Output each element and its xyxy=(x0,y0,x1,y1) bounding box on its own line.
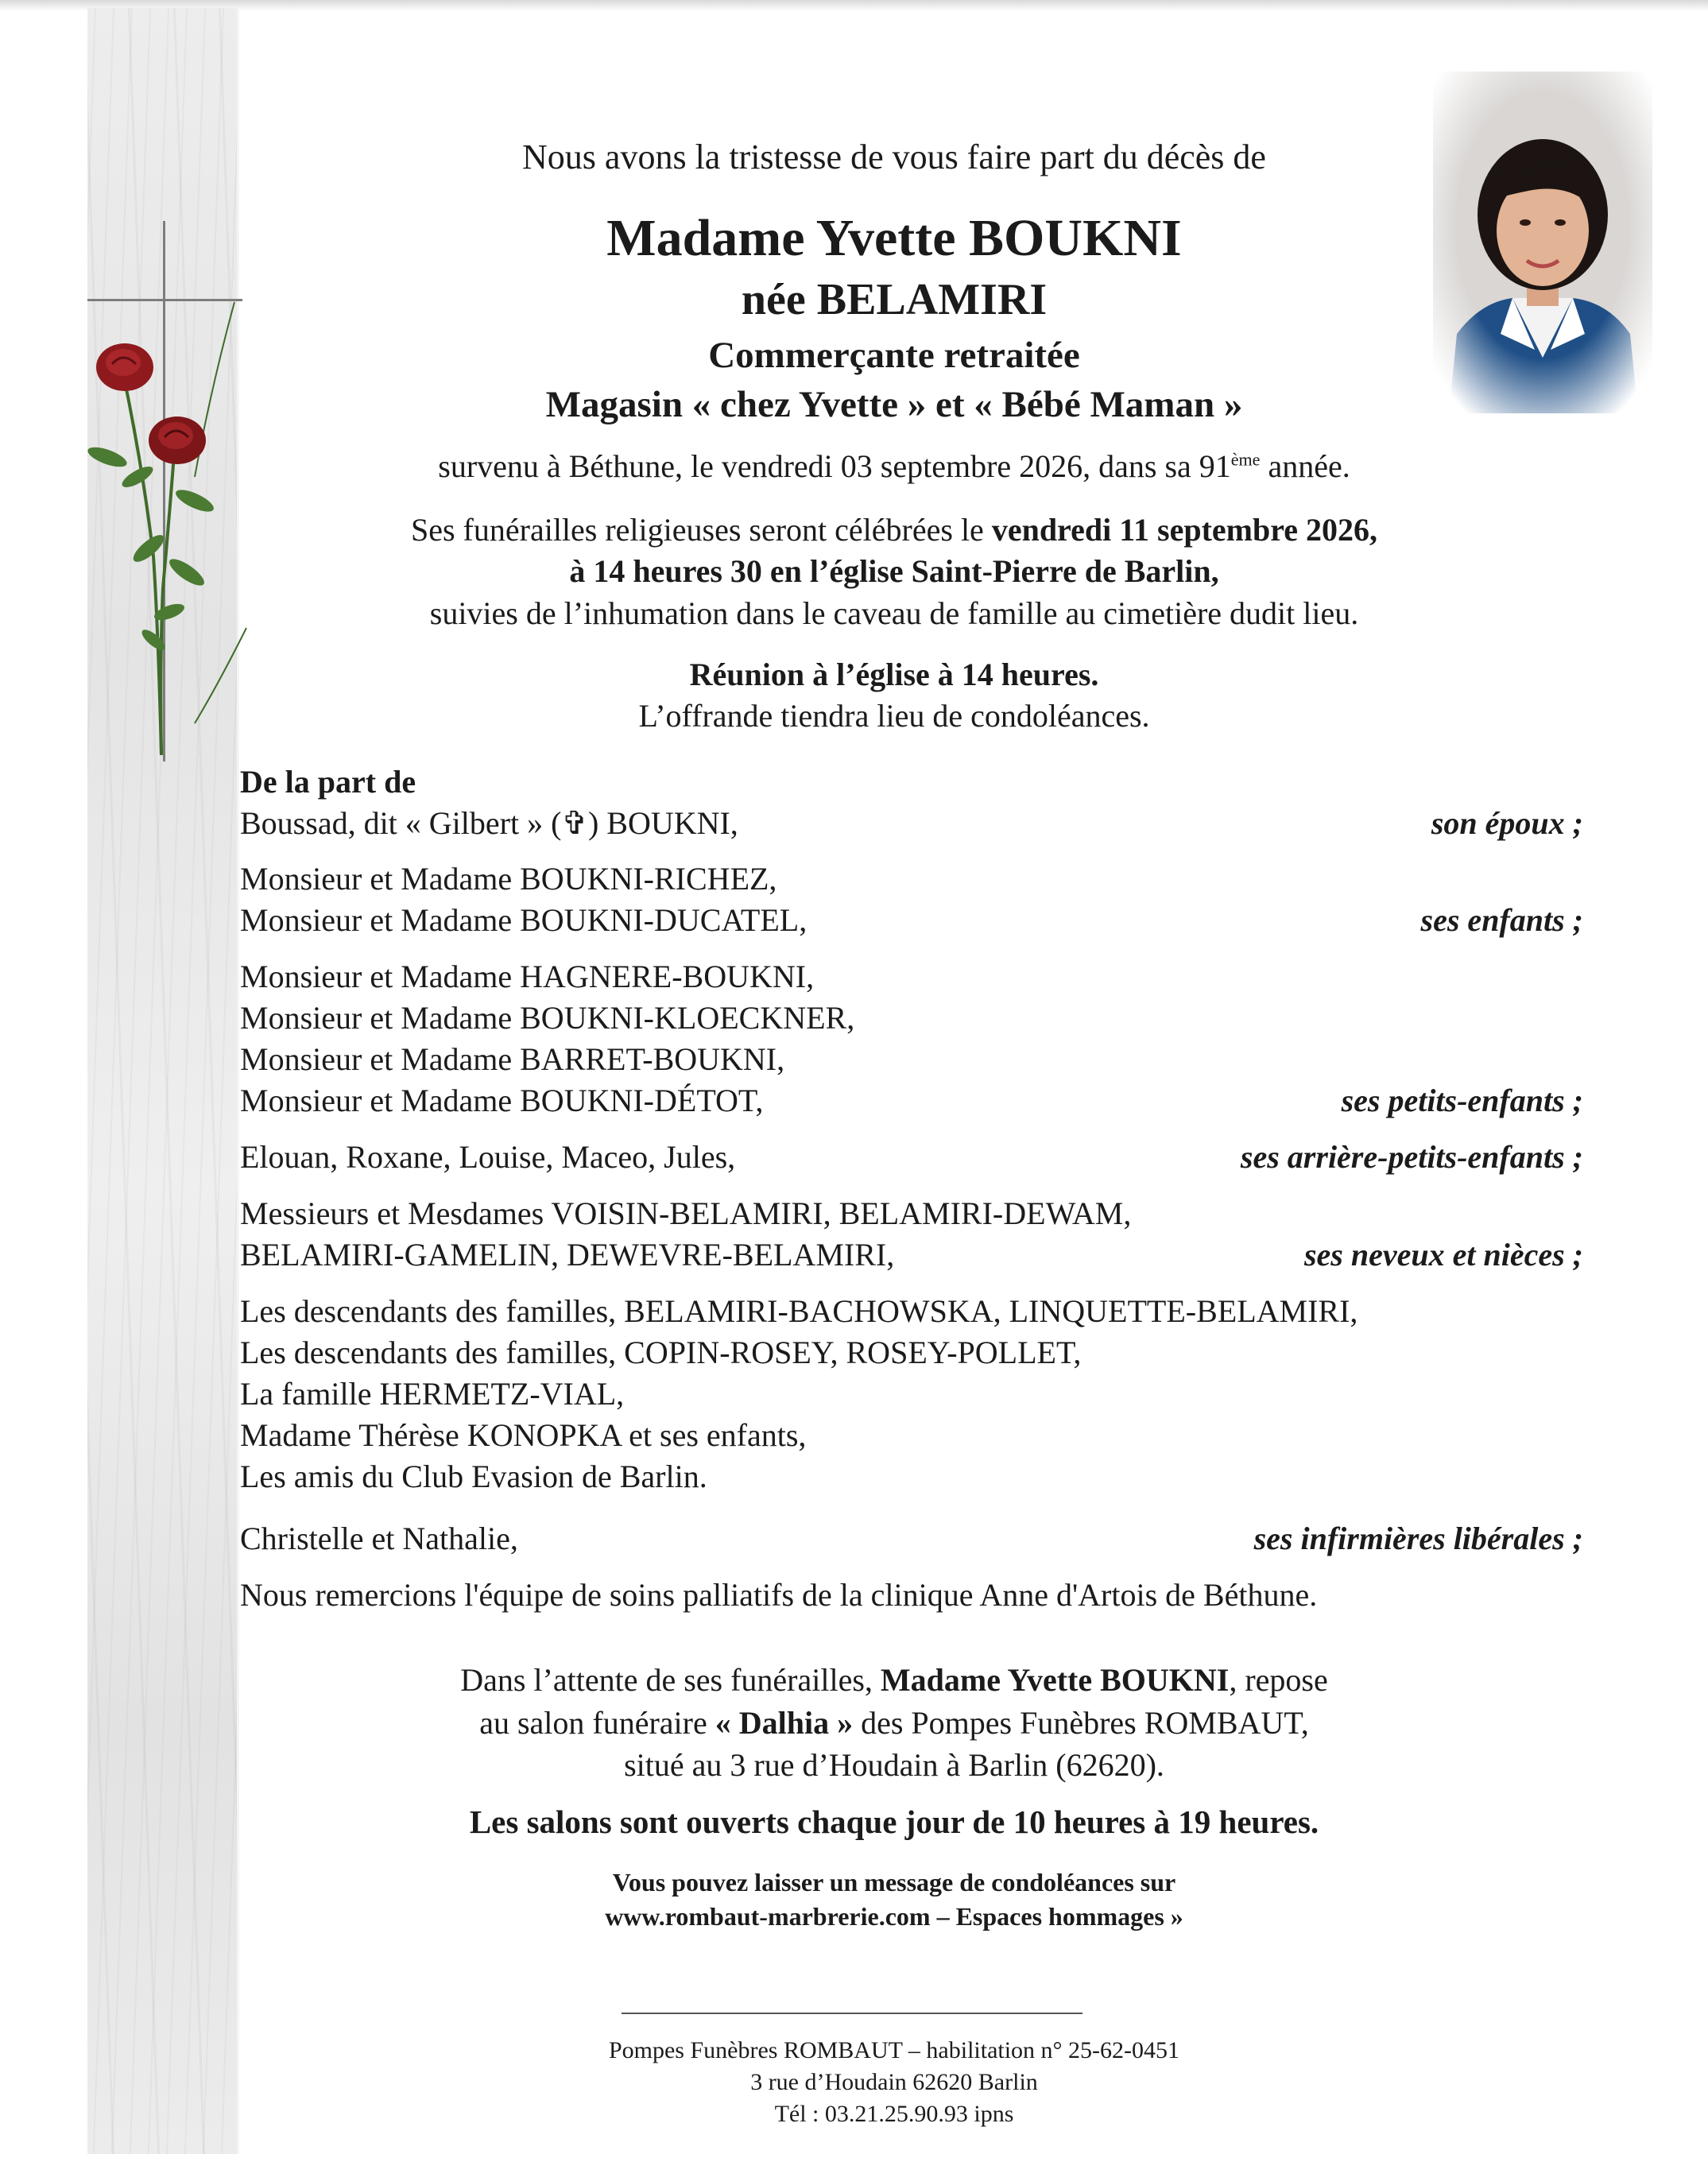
family-row-nephews xyxy=(240,1236,1583,1273)
child-name: Monsieur et Madame BOUKNI-DUCATEL, xyxy=(240,902,808,938)
deceased-name: Madame Yvette BOUKNI xyxy=(606,209,1182,267)
funeral-date: vendredi 11 septembre 2026, xyxy=(991,512,1377,548)
opening-hours: Les salons sont ouverts chaque jour de 10 heures à 19 heures. xyxy=(469,1803,1319,1840)
funeral-prefix: Ses funérailles religieuses seront célébrées le xyxy=(410,512,992,548)
role-spouse: son époux ; xyxy=(1431,805,1583,841)
role-grandchildren: ses petits-enfants ; xyxy=(1341,1083,1583,1118)
spouse-name-before: Boussad, dit « Gilbert » ( xyxy=(240,805,562,841)
grandchild-name: Monsieur et Madame BOUKNI-DÉTOT, xyxy=(240,1083,764,1118)
role-nurses: ses infirmières libérales ; xyxy=(1253,1521,1583,1556)
condolence-message-line-1: Vous pouvez laisser un message de condoléances sur xyxy=(612,1868,1176,1896)
rest-suffix: , repose xyxy=(1229,1662,1328,1698)
offering-line: L’offrande tiendra lieu de condoléances. xyxy=(638,698,1150,734)
cross-symbol-icon: ✞ xyxy=(561,805,588,841)
scan-top-shadow xyxy=(0,0,1708,11)
role-great-grandchildren: ses arrière-petits-enfants ; xyxy=(1240,1139,1583,1175)
thanks-line: Nous remercions l'équipe de soins palliatifs de la clinique Anne d'Artois de Béthune. xyxy=(240,1577,1318,1613)
funeral-line-1 xyxy=(262,511,1526,548)
nurses-names: Christelle et Nathalie, xyxy=(240,1521,518,1556)
shop-name: Magasin « chez Yvette » et « Bébé Maman » xyxy=(545,384,1243,425)
salon-prefix: au salon funéraire xyxy=(479,1705,715,1741)
maiden-name: née BELAMIRI xyxy=(741,275,1048,324)
spouse-name-after: ) BOUKNI, xyxy=(587,805,738,841)
family-row-child xyxy=(240,901,1583,939)
rest-line-1 xyxy=(262,1661,1526,1699)
family-row-grandchild: Monsieur et Madame BARRET-BOUKNI, xyxy=(240,1041,785,1077)
footer-divider xyxy=(622,2013,1083,2014)
funeral-line-3: suivies de l’inhumation dans le caveau de famille au cimetière dudit lieu. xyxy=(429,595,1359,631)
rose-icon xyxy=(149,416,206,464)
funeral-line-2: à 14 heures 30 en l’église Saint-Pierre de Barlin, xyxy=(569,553,1219,589)
great-grandchildren-names: Elouan, Roxane, Louise, Maceo, Jules, xyxy=(240,1139,736,1175)
rest-name: Madame Yvette BOUKNI xyxy=(880,1662,1230,1698)
family-row-other: Les descendants des familles, BELAMIRI-BACHOWSKA, LINQUETTE-BELAMIRI, xyxy=(240,1293,1358,1329)
footer-address: 3 rue d’Houdain 62620 Barlin xyxy=(750,2069,1038,2095)
role-nephews: ses neveux et nièces ; xyxy=(1303,1237,1583,1273)
family-row-grandchild xyxy=(240,1082,1583,1119)
profession: Commerçante retraitée xyxy=(708,335,1080,376)
death-end: année. xyxy=(1260,448,1350,484)
family-row-other: Madame Thérèse KONOPKA et ses enfants, xyxy=(240,1417,807,1453)
family-row-spouse xyxy=(240,804,1583,842)
cross-and-roses-illustration xyxy=(76,215,282,771)
death-text: survenu à Béthune, le vendredi 03 septembre 2026, dans sa 91 xyxy=(438,448,1231,484)
intro-line: Nous avons la tristesse de vous faire part du décès de xyxy=(522,138,1266,176)
nephews-names: BELAMIRI-GAMELIN, DEWEVRE-BELAMIRI, xyxy=(240,1237,895,1273)
family-row-nurses xyxy=(240,1520,1583,1557)
salon-name: « Dalhia » xyxy=(715,1705,854,1741)
leaves xyxy=(85,444,216,653)
family-row-nephews: Messieurs et Mesdames VOISIN-BELAMIRI, BELAMIRI-DEWAM, xyxy=(240,1195,1132,1231)
salon-suffix: des Pompes Funèbres ROMBAUT, xyxy=(853,1705,1309,1741)
death-line xyxy=(262,447,1526,485)
rest-line-2 xyxy=(262,1704,1526,1742)
family-row-child: Monsieur et Madame BOUKNI-RICHEZ, xyxy=(240,861,777,897)
family-row-grandchild: Monsieur et Madame BOUKNI-KLOECKNER, xyxy=(240,1000,855,1036)
family-row-grandchild: Monsieur et Madame HAGNERE-BOUKNI, xyxy=(240,959,815,994)
family-row-other: La famille HERMETZ-VIAL, xyxy=(240,1376,625,1412)
rose-icon xyxy=(96,343,153,391)
family-header: De la part de xyxy=(240,764,416,800)
reunion-line: Réunion à l’église à 14 heures. xyxy=(689,657,1099,692)
ordinal-suffix: ème xyxy=(1230,449,1261,470)
family-row-other: Les amis du Club Evasion de Barlin. xyxy=(240,1459,707,1494)
role-children: ses enfants ; xyxy=(1420,902,1583,938)
footer-phone: Tél : 03.21.25.90.93 ipns xyxy=(774,2101,1014,2127)
rest-prefix: Dans l’attente de ses funérailles, xyxy=(460,1662,881,1698)
family-row-other: Les descendants des familles, COPIN-ROSEY, ROSEY-POLLET, xyxy=(240,1335,1082,1370)
footer-company: Pompes Funèbres ROMBAUT – habilitation n° 25-62-0451 xyxy=(608,2037,1180,2063)
rest-line-3: situé au 3 rue d’Houdain à Barlin (62620). xyxy=(624,1747,1164,1783)
condolence-website: www.rombaut-marbrerie.com – Espaces hommages » xyxy=(605,1902,1183,1931)
family-row-great-grandchildren xyxy=(240,1138,1583,1176)
